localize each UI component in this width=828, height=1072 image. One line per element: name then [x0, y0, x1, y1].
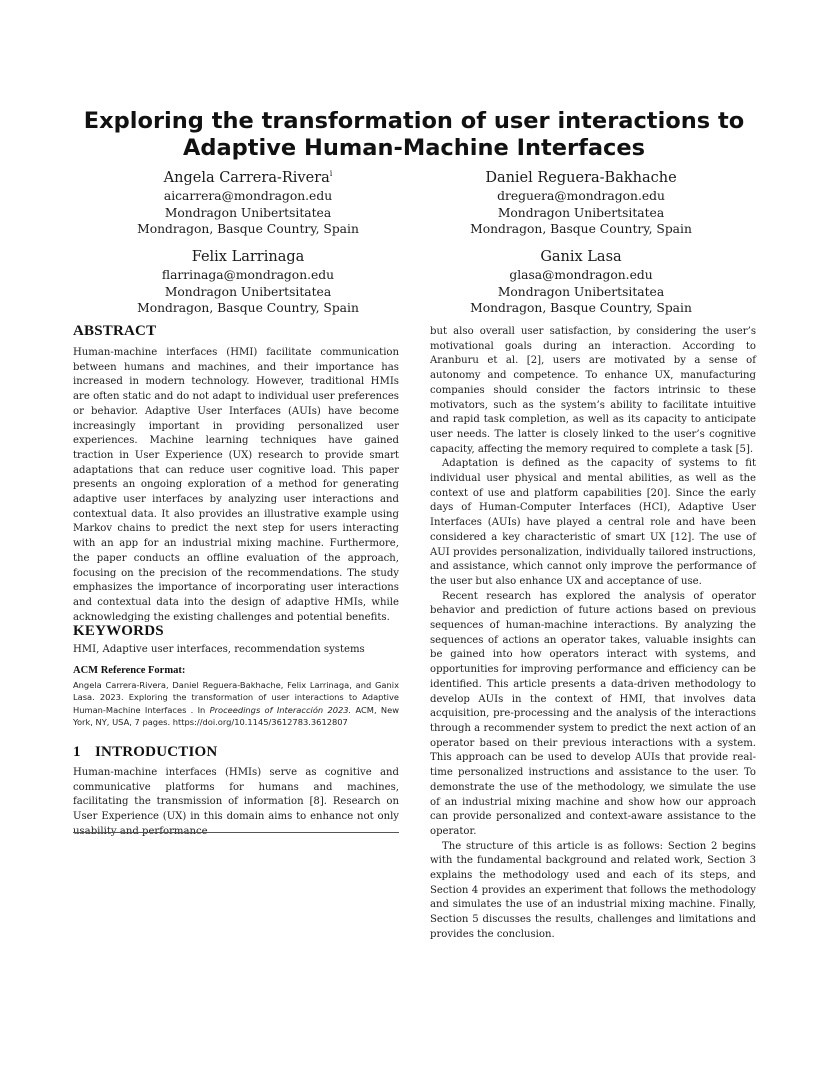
acm-reference-venue: Proceedings of Interacción 2023.	[209, 704, 352, 715]
author-block-2	[431, 168, 731, 238]
author-email: dreguera@mondragon.edu	[497, 189, 665, 203]
acm-reference-text	[73, 679, 399, 729]
author-place: Mondragon, Basque Country, Spain	[470, 301, 692, 315]
introduction-paragraph: Human-machine interfaces (HMIs) serve as cognitive and communicative platforms for humans and machines, facilitating the transmission of information [8]. Research on User Experience (UX) in this domain aims to enhance not only usability and performance	[73, 767, 399, 837]
author-place: Mondragon, Basque Country, Spain	[137, 301, 359, 315]
author-name: Felix Larrinaga	[191, 249, 305, 265]
introduction-paragraph: Recent research has explored the analysis of operator behavior and prediction of future actions based on previous sequences of human-machine interactions. By analyzing the sequences of actions an operator takes, valuable insights can be gained into how operators interact with systems, and opportunities for improving performance and efficiency can be identified. This article presents a data-driven methodology to develop AUIs in the context of HMI, that involves data acquisition, pre-processing and the analysis of the interactions through a recommender system to predict the next action of an operator based on their previous interactions with a system. This approach can be used to develop AUIs that provide real-time personalized instructions and assistance to the user. To demonstrate the use of the methodology, we simulate the use of an industrial mixing machine and show how our approach can provide personalized and context-aware assistance to the operator.	[430, 590, 756, 837]
acm-reference-heading: ACM Reference Format:	[73, 665, 186, 676]
author-email: aicarrera@mondragon.edu	[163, 189, 333, 203]
author-email: glasa@mondragon.edu	[509, 268, 653, 282]
abstract-heading: ABSTRACT	[73, 323, 157, 339]
author-org: Mondragon Unibertsitatea	[497, 284, 665, 299]
author-block-3	[98, 247, 398, 317]
acm-reference-authors: Angela Carrera-Rivera, Daniel Reguera-Bakhache, Felix Larrinaga, and Ganix Lasa. 2023. Exploring the transformation of user interactions to Adaptive Human-Machine Interfaces . In	[73, 680, 399, 715]
introduction-paragraph: Adaptation is defined as the capacity of systems to fit individual user physical and mental abilities, as well as the context of use and platform capabilities [20]. Since the early days of Human-Computer Interfaces (HCI), Adaptive User Interfaces (AUIs) have played a central role and have been considered a key characteristic of smart UX [12]. The use of AUI provides personalization, individually tailored instructions, and assistance, which cannot only improve the performance of the user but also enhance UX and acceptance of use.	[430, 458, 756, 587]
acm-reference-doi: ACM, New York, NY, USA, 7 pages. https://doi.org/10.1145/3612783.3612807	[73, 704, 399, 728]
paper-title: Exploring the transformation of user interactions to Adaptive Human-Machine Interfaces	[83, 108, 745, 161]
introduction-paragraph: but also overall user satisfaction, by considering the user’s motivational goals during an interaction. According to Aranburu et al. [2], users are motivated by a sense of autonomy and competence. To enhance UX, manufacturing companies should consider the factors intrinsic to these motivators, such as the system’s ability to facilitate intuitive and rapid task completion, as well as its capacity to anticipate user needs. The latter is closely linked to the user’s cognitive capacity, affecting the memory required to complete a task [5].	[430, 326, 756, 455]
abstract-paragraph: Human-machine interfaces (HMI) facilitate communication between humans and machines, and their importance has increased in modern technology. However, traditional HMIs are often static and do not adapt to individual user preferences or behavior. Adaptive User Interfaces (AUIs) have become increasingly important in providing personalized user experiences. Machine learning techniques have gained traction in User Experience (UX) research to provide smart adaptations that can reduce user cognitive load. This paper presents an ongoing exploration of a method for generating adaptive user interfaces by analyzing user interactions and contextual data. It also provides an illustrative example using Markov chains to predict the next step for users interacting with an app for an industrial mixing machine. Furthermore, the paper conducts an offline evaluation of the approach, focusing on the precision of the recommendations. The study emphasizes the importance of incorporating user interactions and contextual data into the design of adaptive HMIs, while acknowledging the existing challenges and potential benefits.	[73, 347, 399, 623]
introduction-heading	[73, 744, 217, 761]
author-name: Angela Carrera-Rivera	[163, 170, 330, 186]
introduction-right-text	[430, 325, 756, 943]
author-org: Mondragon Unibertsitatea	[497, 205, 665, 220]
author-block-4	[431, 247, 731, 317]
author-place: Mondragon, Basque Country, Spain	[137, 222, 359, 236]
author-block-1	[98, 168, 398, 238]
abstract-text	[73, 346, 399, 625]
author-email: flarrinaga@mondragon.edu	[161, 268, 335, 282]
section-title: INTRODUCTION	[95, 744, 218, 760]
affiliation-mark: i	[329, 169, 333, 179]
author-name: Ganix Lasa	[540, 249, 622, 265]
section-number: 1	[73, 744, 81, 760]
keywords-heading: KEYWORDS	[73, 623, 164, 639]
author-name: Daniel Reguera-Bakhache	[485, 170, 677, 186]
keywords-text: HMI, Adaptive user interfaces, recommendation systems	[73, 644, 365, 655]
author-org: Mondragon Unibertsitatea	[164, 205, 332, 220]
author-org: Mondragon Unibertsitatea	[164, 284, 332, 299]
introduction-left-text	[73, 766, 399, 840]
author-place: Mondragon, Basque Country, Spain	[470, 222, 692, 236]
footnote-divider	[73, 832, 399, 833]
introduction-paragraph: The structure of this article is as follows: Section 2 begins with the fundamental background and related work, Section 3 explains the methodology used and each of its steps, and Section 4 provides an experiment that follows the methodology and simulates the use of an industrial mixing machine. Finally, Section 5 discusses the results, challenges and limitations and provides the conclusion.	[430, 840, 756, 940]
